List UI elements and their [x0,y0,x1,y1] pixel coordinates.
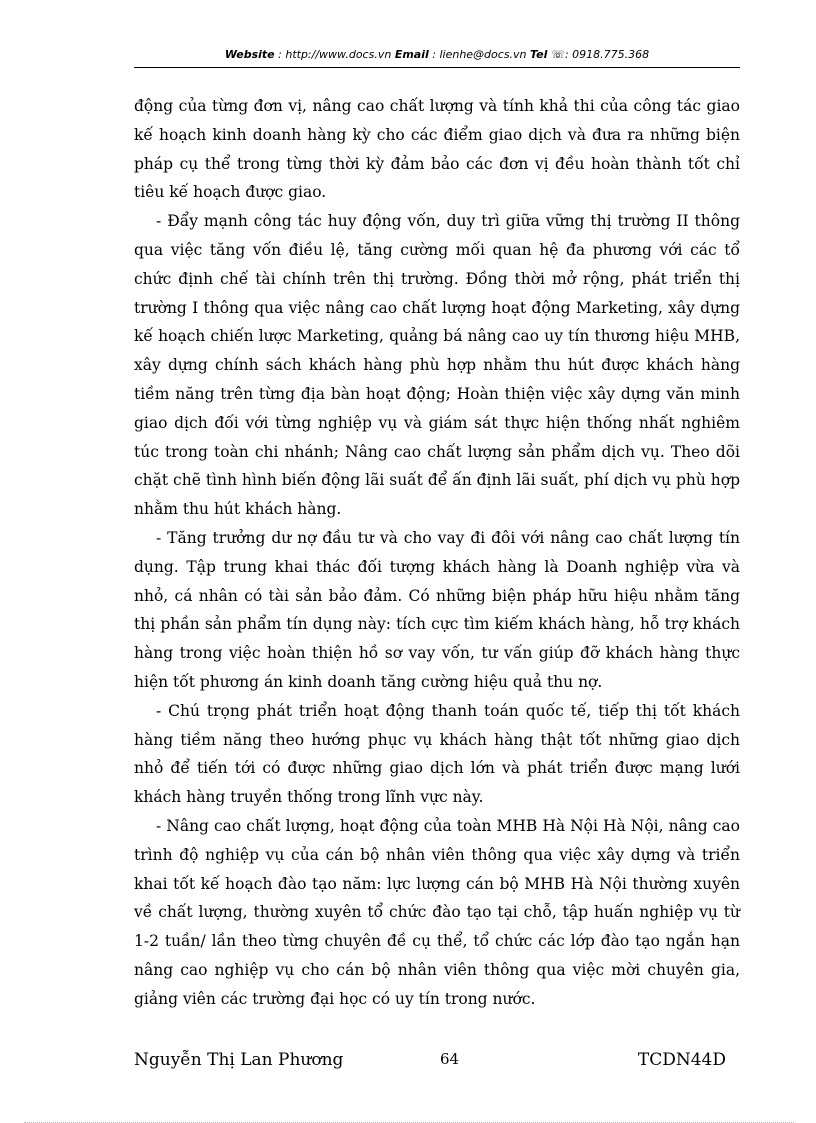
email-label: Email [394,48,429,61]
page-header [134,48,740,66]
tel-value: : 0918.775.368 [564,48,650,61]
body-text [134,92,740,1014]
paragraph: - Tăng trưởng dư nợ đầu tư và cho vay đi đôi với nâng cao chất lượng tín dụng. Tập trung khai thác đối tượng khách hàng là Doanh nghiệp vừa và nhỏ, cá nhân có tài sản bảo đảm. Có những biện pháp hữu hiệu nhằm tăng thị phần sản phẩm tín dụng này: tích cực tìm kiếm khách hàng, hỗ trợ khách hàng trong việc hoàn thiện hồ sơ vay vốn, tư vấn giúp đỡ khách hàng thực hiện tốt phương án kinh doanh tăng cường hiệu quả thu nợ. [134,528,740,691]
tel-label: Tel [530,48,552,61]
paragraph: - Chú trọng phát triển hoạt động thanh toán quốc tế, tiếp thị tốt khách hàng tiềm năng theo hướng phục vụ khách hàng thật tốt những giao dịch nhỏ để tiến tới có được những giao dịch lớn và phát triển được mạng lưới khách hàng truyền thống trong lĩnh vực này. [134,701,740,807]
header-divider [134,67,740,68]
paragraph: - Nâng cao chất lượng, hoạt động của toàn MHB Hà Nội Hà Nội, nâng cao trình độ nghiệp vụ của cán bộ nhân viên thông qua việc xây dựng và triển khai tốt kế hoạch đào tạo năm: lực lượng cán bộ MHB Hà Nội thường xuyên về chất lượng, thường xuyên tổ chức đào tạo tại chỗ, tập huấn nghiệp vụ từ 1-2 tuần/ lần theo từng chuyên đề cụ thể, tổ chức các lớp đào tạo ngắn hạn nâng cao nghiệp vụ cho cán bộ nhân viên thông qua việc mời chuyên gia, giảng viên các trường đại học có uy tín trong nước. [134,816,740,1008]
website-label: Website [224,48,275,61]
paragraph: - Đẩy mạnh công tác huy động vốn, duy trì giữa vững thị trường II thông qua việc tăng vốn điều lệ, tăng cường mối quan hệ đa phương với các tổ chức định chế tài chính trên thị trường. Đồng thời mở rộng, phát triển thị trường I thông qua việc nâng cao chất lượng hoạt động Marketing, xây dựng kế hoạch chiến lược Marketing, quảng bá nâng cao uy tín thương hiệu MHB, xây dựng chính sách khách hàng phù hợp nhằm thu hút được khách hàng tiềm năng trên từng địa bàn hoạt động; Hoàn thiện việc xây dựng văn minh giao dịch đối với từng nghiệp vụ và giám sát thực hiện thống nhất nghiêm túc trong toàn chi nhánh; Nâng cao chất lượng sản phẩm dịch vụ. Theo dõi chặt chẽ tình hình biến động lãi suất để ấn định lãi suất, phí dịch vụ phù hợp nhằm thu hút khách hàng. [134,212,740,519]
email-value: : lienhe@docs.vn [428,48,531,61]
page-footer [134,1050,726,1078]
phone-icon: ☏ [551,48,565,61]
paragraph: động của từng đơn vị, nâng cao chất lượng và tính khả thi của công tác giao kế hoạch kinh doanh hàng kỳ cho các điểm giao dịch và đưa ra những biện pháp cụ thể trong từng thời kỳ đảm bảo các đơn vị đều hoàn thành tốt chỉ tiêu kế hoạch được giao. [134,97,740,202]
website-value: : http://www.docs.vn [274,48,395,61]
footer-class-code: TCDN44D [637,1050,726,1070]
page-number: 64 [440,1050,460,1068]
footer-author: Nguyễn Thị Lan Phương [134,1050,344,1070]
